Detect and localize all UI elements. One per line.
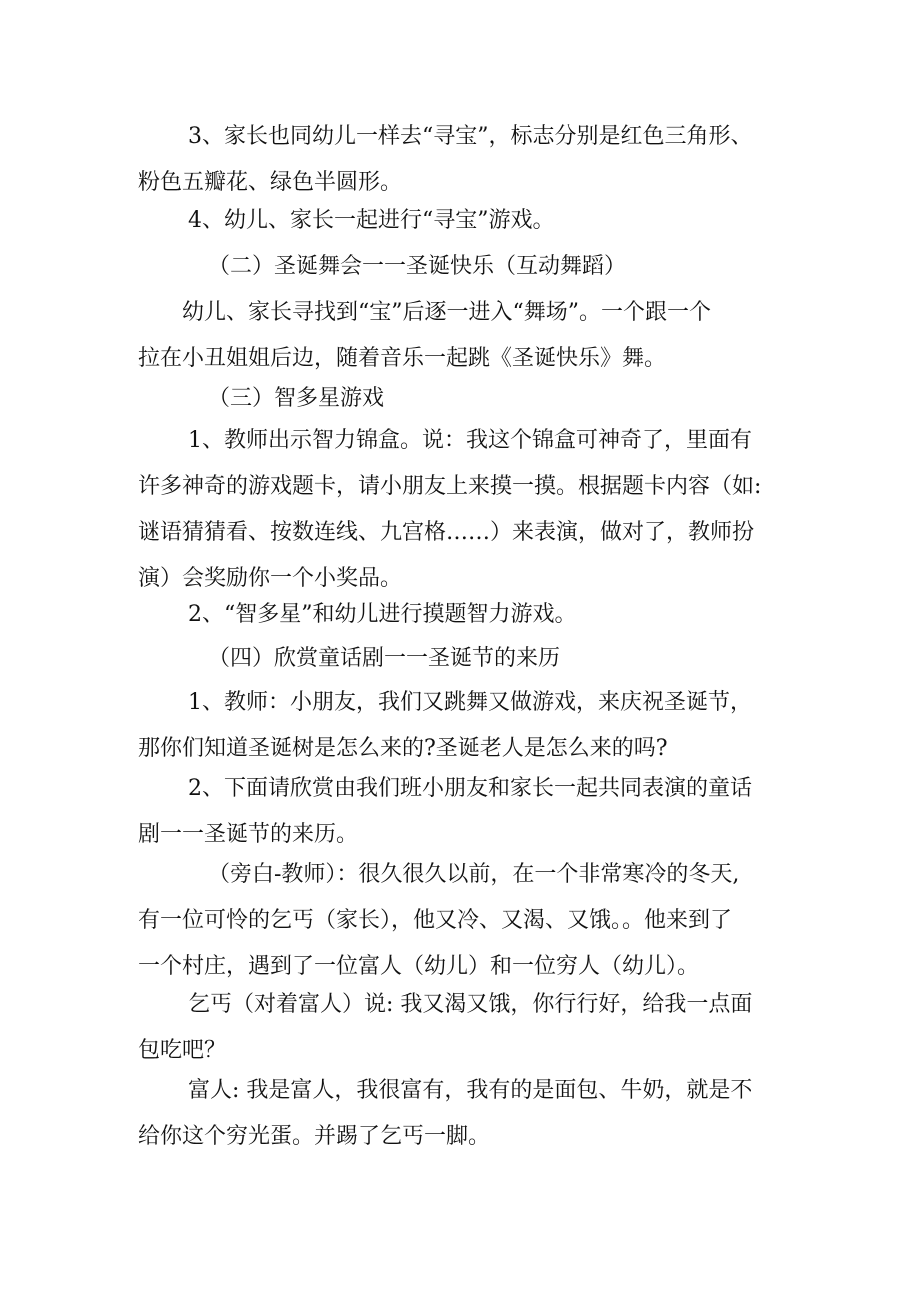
paragraph-treasure-hunt-game — [138, 198, 798, 244]
text-line: 演）会奖励你一个小奖品。 — [138, 566, 403, 591]
paragraph-dance-floor — [138, 290, 798, 382]
text-line: 2、“智多星”和幼儿进行摸题智力游戏。 — [188, 602, 577, 627]
text-line: 粉色五瓣花、绿色半圆形。 — [138, 170, 403, 195]
text-line: 谜语猜猜看、按数连线、九宫格……）来表演，做对了，教师扮 — [138, 520, 755, 545]
section-heading: （二）圣诞舞会一一圣诞快乐（互动舞蹈） — [208, 254, 627, 279]
paragraph-puzzle-box — [138, 418, 798, 602]
section-heading: （三）智多星游戏 — [208, 386, 385, 411]
text-line: 幼儿、家长寻找到“宝”后逐一进入“舞场”。一个跟一个 — [182, 300, 711, 325]
text-line: 那你们知道圣诞树是怎么来的?圣诞老人是怎么来的吗? — [138, 736, 668, 761]
paragraph-teacher-question — [138, 680, 798, 772]
text-line: 2、下面请欣赏由我们班小朋友和家长一起共同表演的童话 — [188, 776, 752, 801]
text-line: 许多神奇的游戏题卡，请小朋友上来摸一摸。根据题卡内容（如: — [138, 474, 762, 499]
paragraph-play-intro — [138, 766, 798, 858]
text-line: 富人: 我是富人，我很富有，我有的是面包、牛奶，就是不 — [188, 1078, 753, 1103]
paragraph-treasure-hunt-parents — [138, 114, 798, 206]
text-line: 剧一一圣诞节的来历。 — [138, 822, 359, 847]
text-line: （旁白-教师）：很久很久以前，在一个非常寒冷的冬天, — [208, 862, 740, 887]
text-line: 1、教师出示智力锦盒。说：我这个锦盒可神奇了，里面有 — [188, 428, 752, 453]
paragraph-narration — [138, 852, 798, 990]
text-line: 乞丐（对着富人）说: 我又渴又饿，你行行好，给我一点面 — [188, 992, 753, 1017]
section-heading: （四）欣赏童话剧一一圣诞节的来历 — [208, 646, 561, 671]
section-heading-fairy-play — [138, 636, 798, 682]
paragraph-smart-star-play — [138, 592, 798, 638]
text-line: 拉在小丑姐姐后边，随着音乐一起跳《圣诞快乐》舞。 — [138, 346, 667, 371]
text-line: 给你这个穷光蛋。并踢了乞丐一脚。 — [138, 1124, 491, 1149]
text-line: 包吃吧？ — [138, 1038, 227, 1063]
paragraph-beggar-speech — [138, 982, 798, 1074]
text-line: 一个村庄，遇到了一位富人（幼儿）和一位穷人（幼儿）。 — [138, 954, 700, 979]
text-line: 1、教师：小朋友，我们又跳舞又做游戏，来庆祝圣诞节， — [188, 690, 752, 715]
section-heading-christmas-dance — [138, 244, 798, 290]
paragraph-rich-man-speech — [138, 1068, 798, 1160]
text-line: 3、家长也同幼儿一样去“寻宝”，标志分别是红色三角形、 — [188, 124, 753, 149]
text-line: 4、幼儿、家长一起进行“寻宝”游戏。 — [188, 208, 555, 233]
text-line: 有一位可怜的乞丐（家长），他又冷、又渴、又饿。。他来到了 — [138, 908, 733, 933]
section-heading-smart-star-game — [138, 376, 798, 422]
